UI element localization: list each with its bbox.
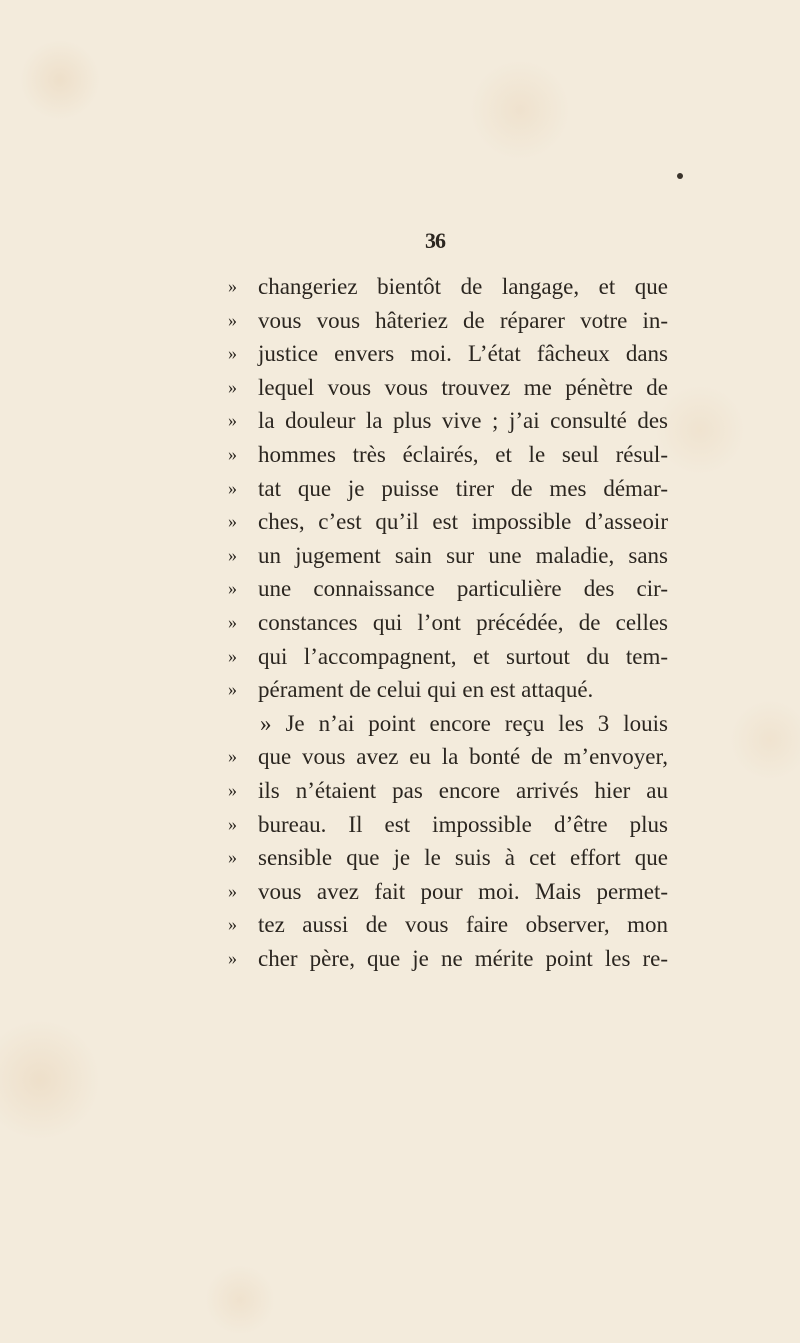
text-line-19 (228, 875, 668, 909)
text-line-9 (228, 539, 668, 573)
quote-mark: » (228, 343, 237, 364)
line-text: sensible que je le suis à cet effort que (258, 845, 668, 871)
line-text: hommes très éclairés, et le seul résul- (258, 441, 668, 467)
quote-mark: » (228, 544, 237, 565)
quote-mark: » (228, 578, 237, 599)
text-line-11 (228, 606, 668, 640)
line-text: lequel vous vous trouvez me pénètre de (258, 374, 668, 400)
line-text: la douleur la plus vive ; j’ai consulté des (258, 408, 668, 434)
line-text: ches, c’est qu’il est impossible d’asseoir (258, 509, 668, 535)
text-line-5 (228, 404, 668, 438)
line-text: changeriez bientôt de langage, et que (258, 274, 668, 299)
text-line-17 (228, 808, 668, 842)
line-text: tez aussi de vous faire observer, mon (258, 912, 668, 938)
text-line-12 (228, 640, 668, 674)
text-line-2 (228, 304, 668, 338)
text-line-6 (228, 438, 668, 472)
quote-mark: » (228, 376, 237, 397)
text-line-18 (228, 841, 668, 875)
quote-mark: » (228, 309, 237, 330)
text-line-4 (228, 371, 668, 405)
text-line-7 (228, 472, 668, 506)
text-line-14 (228, 707, 668, 741)
quote-mark: » (228, 880, 237, 901)
line-text: tat que je puisse tirer de mes démar- (258, 475, 668, 501)
line-text: » Je n’ai point encore reçu les 3 louis (260, 710, 668, 736)
text-line-20 (228, 908, 668, 942)
quote-mark: » (228, 947, 237, 968)
text-line-1 (228, 270, 668, 304)
quote-mark: » (228, 679, 237, 700)
text-line-16 (228, 774, 668, 808)
line-text: qui l’accompagnent, et surtout du tem- (258, 643, 668, 669)
quote-mark: » (228, 611, 237, 632)
text-line-3 (228, 337, 668, 371)
quote-mark: » (228, 914, 237, 935)
text-line-10 (228, 572, 668, 606)
text-line-8 (228, 505, 668, 539)
line-text: justice envers moi. L’état fâcheux dans (258, 341, 668, 367)
line-text: un jugement sain sur une maladie, sans (258, 542, 668, 568)
line-text: vous vous hâteriez de réparer votre in- (258, 307, 668, 333)
line-text: constances qui l’ont précédée, de celles (258, 609, 668, 635)
quote-mark: » (228, 746, 237, 767)
line-text: cher père, que je ne mérite point les re- (258, 945, 668, 971)
line-text: que vous avez eu la bonté de m’envoyer, (258, 744, 668, 770)
line-text: vous avez fait pour moi. Mais permet- (258, 878, 668, 904)
quote-mark: » (228, 779, 237, 800)
quote-mark: » (228, 477, 237, 498)
quote-mark: » (228, 511, 237, 532)
quote-mark: » (228, 443, 237, 464)
text-line-15 (228, 740, 668, 774)
quote-mark: » (228, 645, 237, 666)
text-line-21 (228, 942, 668, 976)
quote-mark: » (228, 410, 237, 431)
quote-mark: » (228, 847, 237, 868)
body-text (228, 270, 668, 975)
line-text: ils n’étaient pas encore arrivés hier au (258, 777, 668, 803)
page-number: 36 (425, 228, 445, 253)
ink-speck (677, 173, 683, 179)
line-text: bureau. Il est impossible d’être plus (258, 811, 668, 837)
text-line-13 (228, 673, 668, 707)
line-text: pérament de celui qui en est attaqué. (258, 677, 594, 703)
line-text: une connaissance particulière des cir- (258, 576, 668, 602)
quote-mark: » (228, 813, 237, 834)
quote-mark: » (228, 276, 237, 296)
